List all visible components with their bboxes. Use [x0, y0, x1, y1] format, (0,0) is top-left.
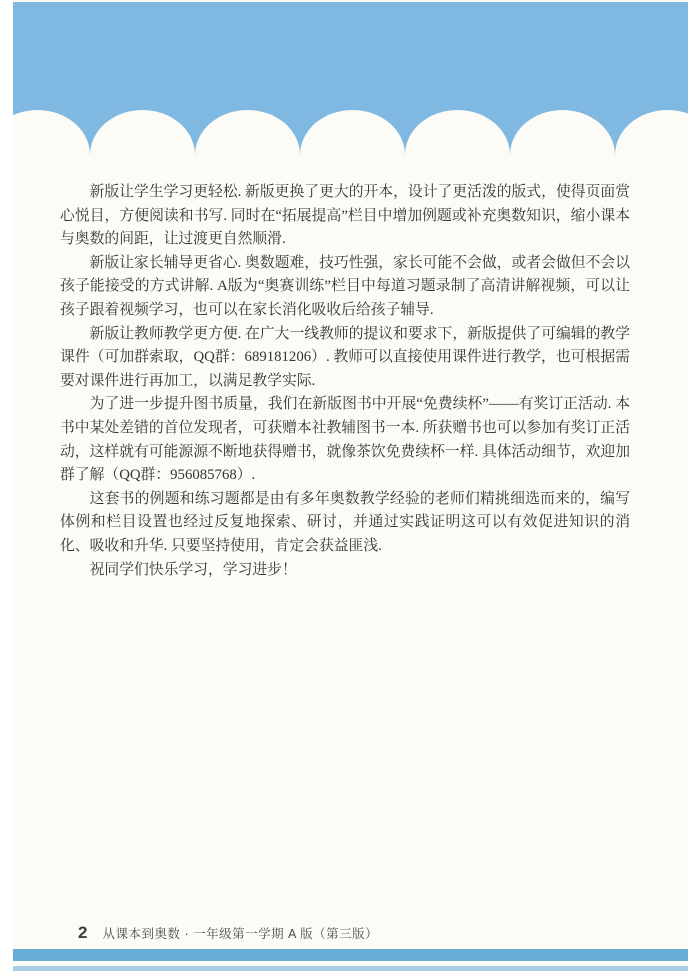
scalloped-banner [13, 2, 688, 155]
page-number: 2 [78, 923, 88, 942]
preface-paragraph: 新版让家长辅导更省心. 奥数题难，技巧性强，家长可能不会做，或者会做但不会以孩子能接受的方式讲解. A版为“奥赛训练”栏目中每道习题录制了高清讲解视频，可以让孩子跟着视频学习，也可以在家长消化吸收后给孩子辅导. [60, 254, 630, 318]
footer-book-title: 从课本到奥数 · 一年级第一学期 A 版（第三版） [102, 927, 379, 941]
page-footer [78, 923, 378, 947]
scallop-dome [300, 110, 405, 155]
preface-paragraph: 祝同学们快乐学习，学习进步！ [89, 561, 297, 578]
preface-text [60, 181, 630, 582]
scan-left-margin [0, 0, 13, 971]
scallop-dome [13, 110, 90, 155]
scallop-dome [405, 110, 510, 155]
footer-light-strip [13, 966, 688, 971]
preface-paragraph: 这套书的例题和练习题都是由有多年奥数教学经验的老师们精挑细选而来的，编写体例和栏目设置也经过反复地探索、研讨，并通过实践证明这可以有效促进知识的消化、吸收和升华. 只要坚持使用，肯定会获益匪浅. [60, 490, 630, 554]
scallop-dome [195, 110, 300, 155]
preface-paragraph: 新版让学生学习更轻松. 新版更换了更大的开本，设计了更活泼的版式，使得页面赏心悦目，方便阅读和书写. 同时在“拓展提高”栏目中增加例题或补充奥数知识，缩小课本与奥数的间距，让过渡更自然顺滑. [60, 184, 630, 248]
footer-blue-band [13, 949, 688, 961]
scallop-dome [510, 110, 615, 155]
scallop-dome [615, 110, 688, 155]
preface-paragraph: 新版让教师教学更方便. 在广大一线教师的提议和要求下，新版提供了可编辑的教学课件（可加群索取，QQ群：689181206）. 教师可以直接使用课件进行教学，也可根据需要对课件进行再加工，以满足教学实际. [60, 325, 630, 389]
scallop-dome [90, 110, 195, 155]
preface-paragraph: 为了进一步提升图书质量，我们在新版图书中开展“免费续杯”——有奖订正活动. 本书中某处差错的首位发现者，可获赠本社教辅图书一本. 所获赠书也可以参加有奖订正活动，这样就有可能源源不断地获得赠书，就像茶饮免费续杯一样. 具体活动细节，欢迎加群了解（QQ群：956085768）. [60, 396, 630, 484]
